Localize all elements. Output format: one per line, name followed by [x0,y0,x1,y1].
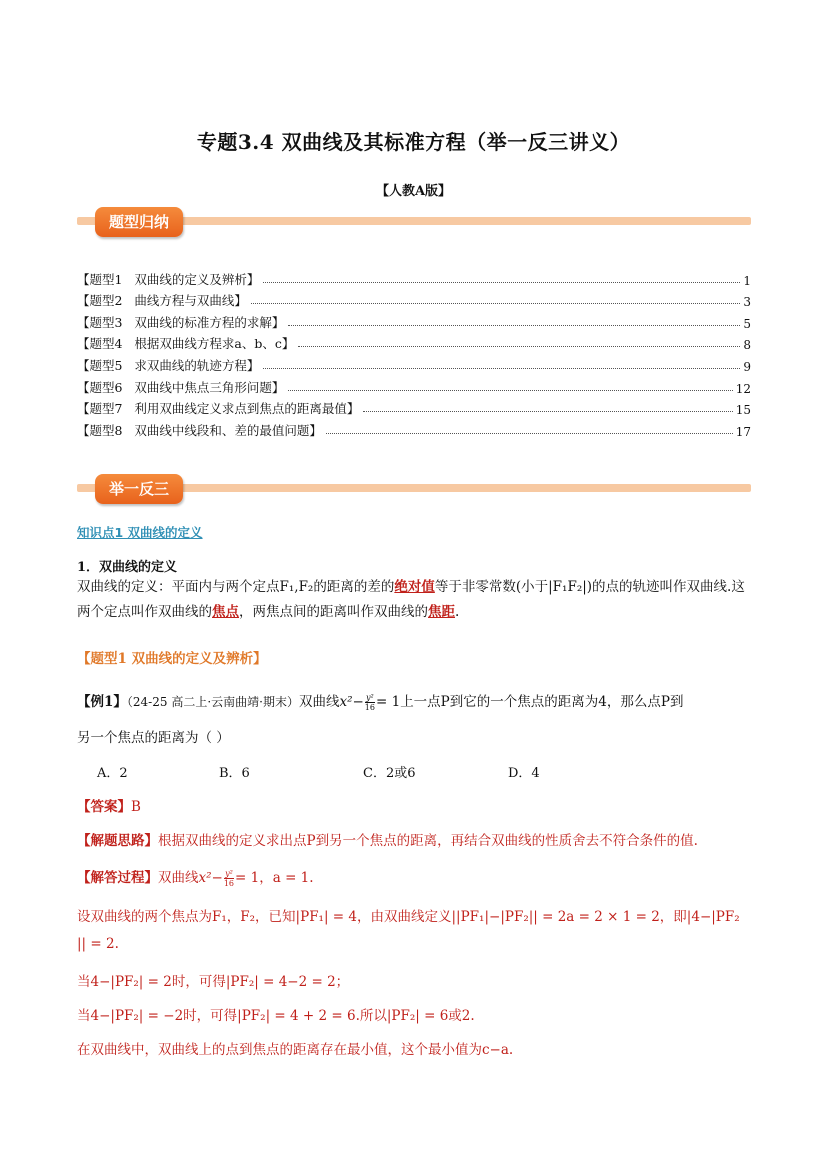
keyword-focal-distance: 焦距 [428,604,455,620]
toc-row[interactable] [77,352,751,374]
toc-leader-dots [326,433,733,434]
solution-idea-text: 根据双曲线的定义求出点P到另一个焦点的距离，再结合双曲线的性质舍去不符合条件的值. [158,833,698,849]
example-line1 [77,690,753,712]
toc-page-number: 5 [743,316,751,331]
toc-row[interactable] [77,374,751,396]
toc-label[interactable]: 【题型1 双曲线的定义及辨析】 [77,271,260,287]
solution-step3: 当4−|PF₂| = −2时，可得|PF₂| = 4 + 2 = 6.所以|PF₂| = 6或2. [77,1008,475,1024]
definition-text-a: 双曲线的定义：平面内与两个定点F₁,F₂的距离的差的 [77,579,395,595]
toc-leader-dots [298,346,740,347]
solution-step1-cont: || = 2. [77,936,119,952]
toc-page-number: 9 [743,359,751,374]
example-text-b: 上一点P到它的一个焦点的距离为4，那么点P到 [400,694,684,710]
solution-idea-label: 【解题思路】 [77,833,158,849]
keyword-absolute-value: 绝对值 [394,579,435,595]
equation-fraction [365,693,375,712]
toc-leader-dots [288,390,732,391]
toc-leader-dots [251,303,740,304]
option-b: B．6 [219,766,250,781]
process-equation-fraction [224,869,234,888]
answer-value: B [131,799,141,815]
equation-rhs: = 1 [375,694,401,710]
toc-row[interactable] [77,288,751,310]
solution-step2: 当4−|PF₂| = 2时，可得|PF₂| = 4−2 = 2； [77,974,350,990]
toc-row[interactable] [77,417,751,439]
example-source: （24-25 高二上·云南曲靖·期末） [126,695,299,709]
toc-page-number: 17 [735,424,751,439]
equation-denominator: 16 [364,703,375,712]
solution-idea-line [77,829,753,849]
toc-label[interactable]: 【题型7 利用双曲线定义求点到焦点的距离最值】 [77,401,360,417]
example-text-a: 双曲线 [298,694,340,710]
definition-text-c: ，两焦点间的距离叫作双曲线的 [239,604,428,620]
process-equation-numerator: y² [225,869,233,878]
toc-label[interactable]: 【题型6 双曲线中焦点三角形问题】 [77,379,285,395]
toc-leader-dots [263,282,740,283]
option-c: C．2或6 [363,766,416,781]
solution-process-text-a: 双曲线 [158,870,199,886]
definition-heading: 1．双曲线的定义 [77,560,178,575]
toc-leader-dots [363,411,732,412]
badge-types: 题型归纳 [95,207,183,237]
table-of-contents [77,266,751,439]
toc-leader-dots [263,368,740,369]
example-line2: 另一个焦点的距离为（ ） [77,730,230,746]
keyword-focus: 焦点 [212,604,239,620]
process-equation-denominator: 16 [223,879,235,888]
edition-label: 【人教A版】 [375,184,452,199]
section-type1-title: 【题型1 双曲线的定义及辨析】 [77,651,267,667]
solution-process-label: 【解答过程】 [77,870,158,886]
example-lead: 【例1】 [77,694,127,710]
toc-page-number: 12 [735,381,751,396]
answer-line [77,795,753,815]
definition-text-b: 等于非零常数(小于|F₁F₂|)的点的轨迹叫作双曲线.这两个定点叫作双曲线的 [77,579,745,620]
equation-numerator: y² [366,693,374,702]
knowledge-point-title: 知识点1 双曲线的定义 [77,525,203,540]
toc-page-number: 1 [743,273,751,288]
definition-text-d: . [455,604,460,620]
page-title: 专题3.4 双曲线及其标准方程（举一反三讲义） [196,130,631,154]
toc-page-number: 8 [743,338,751,353]
definition-paragraph [77,575,753,625]
solution-process-text-b: = 1，a = 1. [235,870,314,886]
toc-row[interactable] [77,396,751,418]
option-a: A．2 [97,766,128,781]
process-equation-x-term: x²− [198,870,223,886]
toc-page-number: 15 [735,403,751,418]
toc-label[interactable]: 【题型2 曲线方程与双曲线】 [77,293,247,309]
toc-label[interactable]: 【题型8 双曲线中线段和、差的最值问题】 [77,422,322,438]
toc-row[interactable] [77,266,751,288]
toc-page-number: 3 [743,295,751,310]
option-d: D．4 [508,766,540,781]
toc-label[interactable]: 【题型3 双曲线的标准方程的求解】 [77,314,285,330]
toc-label[interactable]: 【题型4 根据双曲线方程求a、b、c】 [77,336,295,352]
toc-row[interactable] [77,309,751,331]
equation-x-term: x²− [339,694,364,710]
toc-label[interactable]: 【题型5 求双曲线的轨迹方程】 [77,357,260,373]
solution-step4: 在双曲线中，双曲线上的点到焦点的距离存在最小值，这个最小值为c−a. [77,1042,514,1058]
badge-practice: 举一反三 [95,474,183,504]
toc-leader-dots [288,325,740,326]
toc-row[interactable] [77,331,751,353]
solution-step1: 设双曲线的两个焦点为F₁，F₂，已知|PF₁| = 4，由双曲线定义||PF₁|−|PF₂|| = 2a = 2 × 1 = 2，即|4−|PF₂ [77,909,740,925]
solution-process-line [77,866,753,888]
answer-label: 【答案】 [77,799,131,815]
